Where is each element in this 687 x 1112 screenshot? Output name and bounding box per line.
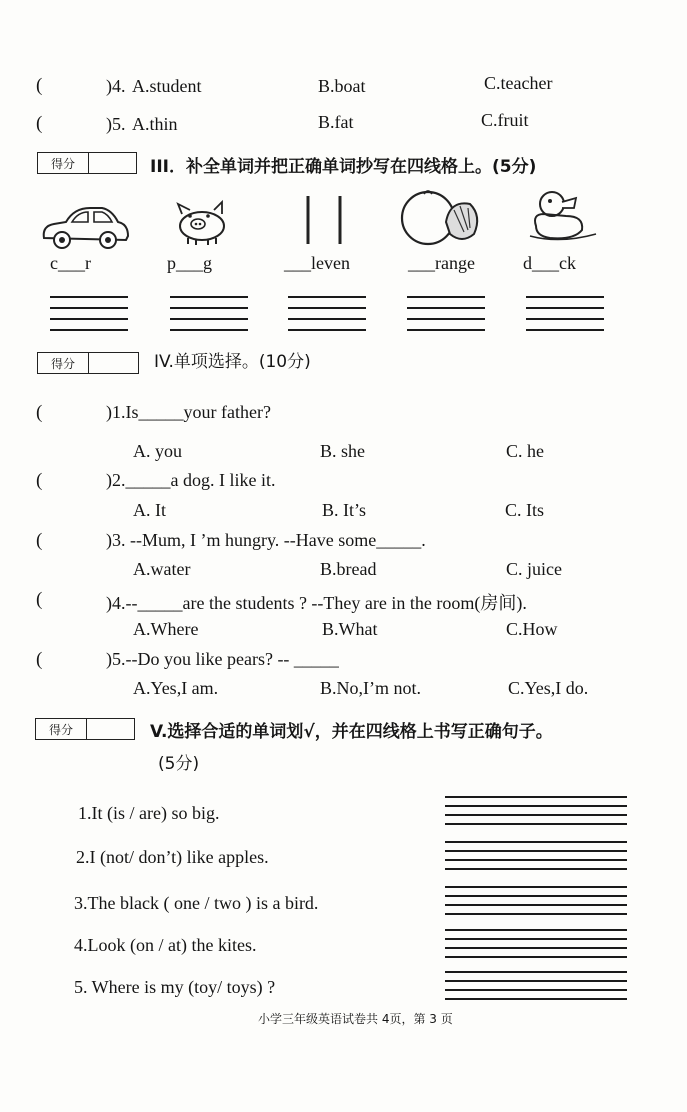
question-text: )3. --Mum, I ’m hungry. --Have some_____. bbox=[106, 530, 426, 550]
four-line-grid[interactable] bbox=[288, 296, 366, 332]
word-blank: p___g bbox=[167, 253, 212, 273]
score-label: 得分 bbox=[38, 153, 89, 173]
score-box bbox=[35, 718, 135, 740]
option-b: B. It’s bbox=[322, 500, 367, 520]
score-blank[interactable] bbox=[89, 353, 138, 373]
score-label: 得分 bbox=[38, 353, 89, 373]
four-line-grid[interactable] bbox=[50, 296, 128, 332]
option-c: C.teacher bbox=[484, 73, 553, 93]
option-c: C. he bbox=[506, 441, 544, 461]
answer-paren: ( bbox=[36, 530, 43, 551]
four-line-grid[interactable] bbox=[170, 296, 248, 332]
answer-paren: ( bbox=[36, 402, 43, 423]
word-blank: d___ck bbox=[523, 253, 576, 273]
option-b: B.What bbox=[322, 619, 378, 639]
option-b: B.bread bbox=[320, 559, 377, 579]
option-c: C. juice bbox=[506, 559, 562, 579]
eleven-sticks-icon bbox=[296, 194, 352, 246]
answer-paren: ( bbox=[36, 75, 43, 96]
answer-paren: ( bbox=[36, 113, 43, 134]
answer-paren: ( bbox=[36, 470, 43, 491]
answer-paren: ( bbox=[36, 649, 43, 670]
section-points: (5分) bbox=[158, 754, 200, 774]
option-b: B. she bbox=[320, 441, 365, 461]
option-b: B.boat bbox=[318, 76, 366, 96]
car-icon bbox=[40, 200, 132, 252]
score-blank[interactable] bbox=[87, 719, 134, 739]
four-line-grid[interactable] bbox=[445, 929, 627, 959]
option-a: A.Where bbox=[133, 619, 199, 639]
four-line-grid[interactable] bbox=[445, 886, 627, 916]
option-c: C.fruit bbox=[481, 110, 529, 130]
option-a: A.water bbox=[133, 559, 191, 579]
pig-icon bbox=[170, 198, 230, 248]
word-blank: ___leven bbox=[284, 253, 350, 273]
score-label: 得分 bbox=[36, 719, 87, 739]
four-line-grid[interactable] bbox=[407, 296, 485, 332]
page-footer: 小学三年级英语试卷共 4页，第 3 页 bbox=[258, 1012, 453, 1026]
option-c: C.How bbox=[506, 619, 558, 639]
four-line-grid[interactable] bbox=[526, 296, 604, 332]
answer-paren: ( bbox=[36, 589, 43, 610]
option-c: C.Yes,I do. bbox=[508, 678, 589, 698]
score-box bbox=[37, 152, 137, 174]
score-box bbox=[37, 352, 139, 374]
question-text: )1.Is_____your father? bbox=[106, 402, 271, 422]
orange-icon bbox=[398, 186, 486, 246]
duck-icon bbox=[526, 186, 600, 244]
sentence-item: 4.Look (on / at) the kites. bbox=[74, 935, 257, 955]
section-title: V.选择合适的单词划√，并在四线格上书写正确句子。 bbox=[150, 722, 553, 742]
option-b: B.No,I’m not. bbox=[320, 678, 421, 698]
option-a: A.thin bbox=[132, 114, 178, 134]
question-text: )2._____a dog. I like it. bbox=[106, 470, 276, 490]
word-blank: ___range bbox=[408, 253, 475, 273]
question-text: )5.--Do you like pears? -- _____ bbox=[106, 649, 339, 669]
option-c: C. Its bbox=[505, 500, 545, 520]
four-line-grid[interactable] bbox=[445, 796, 627, 826]
four-line-grid[interactable] bbox=[445, 841, 627, 871]
sentence-item: 2.I (not/ don’t) like apples. bbox=[76, 847, 269, 867]
section-title: III．补全单词并把正确单词抄写在四线格上。(5分) bbox=[150, 157, 537, 177]
question-number: )4. bbox=[106, 76, 126, 96]
question-text: )4.--_____are the students ? --They are in the room(房间). bbox=[106, 593, 527, 613]
sentence-item: 5. Where is my (toy/ toys) ? bbox=[74, 977, 276, 997]
question-number: )5. bbox=[106, 114, 126, 134]
four-line-grid[interactable] bbox=[445, 971, 627, 1001]
option-a: A. It bbox=[133, 500, 166, 520]
sentence-item: 1.It (is / are) so big. bbox=[78, 803, 220, 823]
word-blank: c___r bbox=[50, 253, 91, 273]
option-b: B.fat bbox=[318, 112, 354, 132]
option-a: A.student bbox=[132, 76, 202, 96]
sentence-item: 3.The black ( one / two ) is a bird. bbox=[74, 893, 319, 913]
section-title: IV.单项选择。(10分) bbox=[154, 352, 311, 372]
option-a: A. you bbox=[133, 441, 182, 461]
score-blank[interactable] bbox=[89, 153, 136, 173]
option-a: A.Yes,I am. bbox=[133, 678, 219, 698]
